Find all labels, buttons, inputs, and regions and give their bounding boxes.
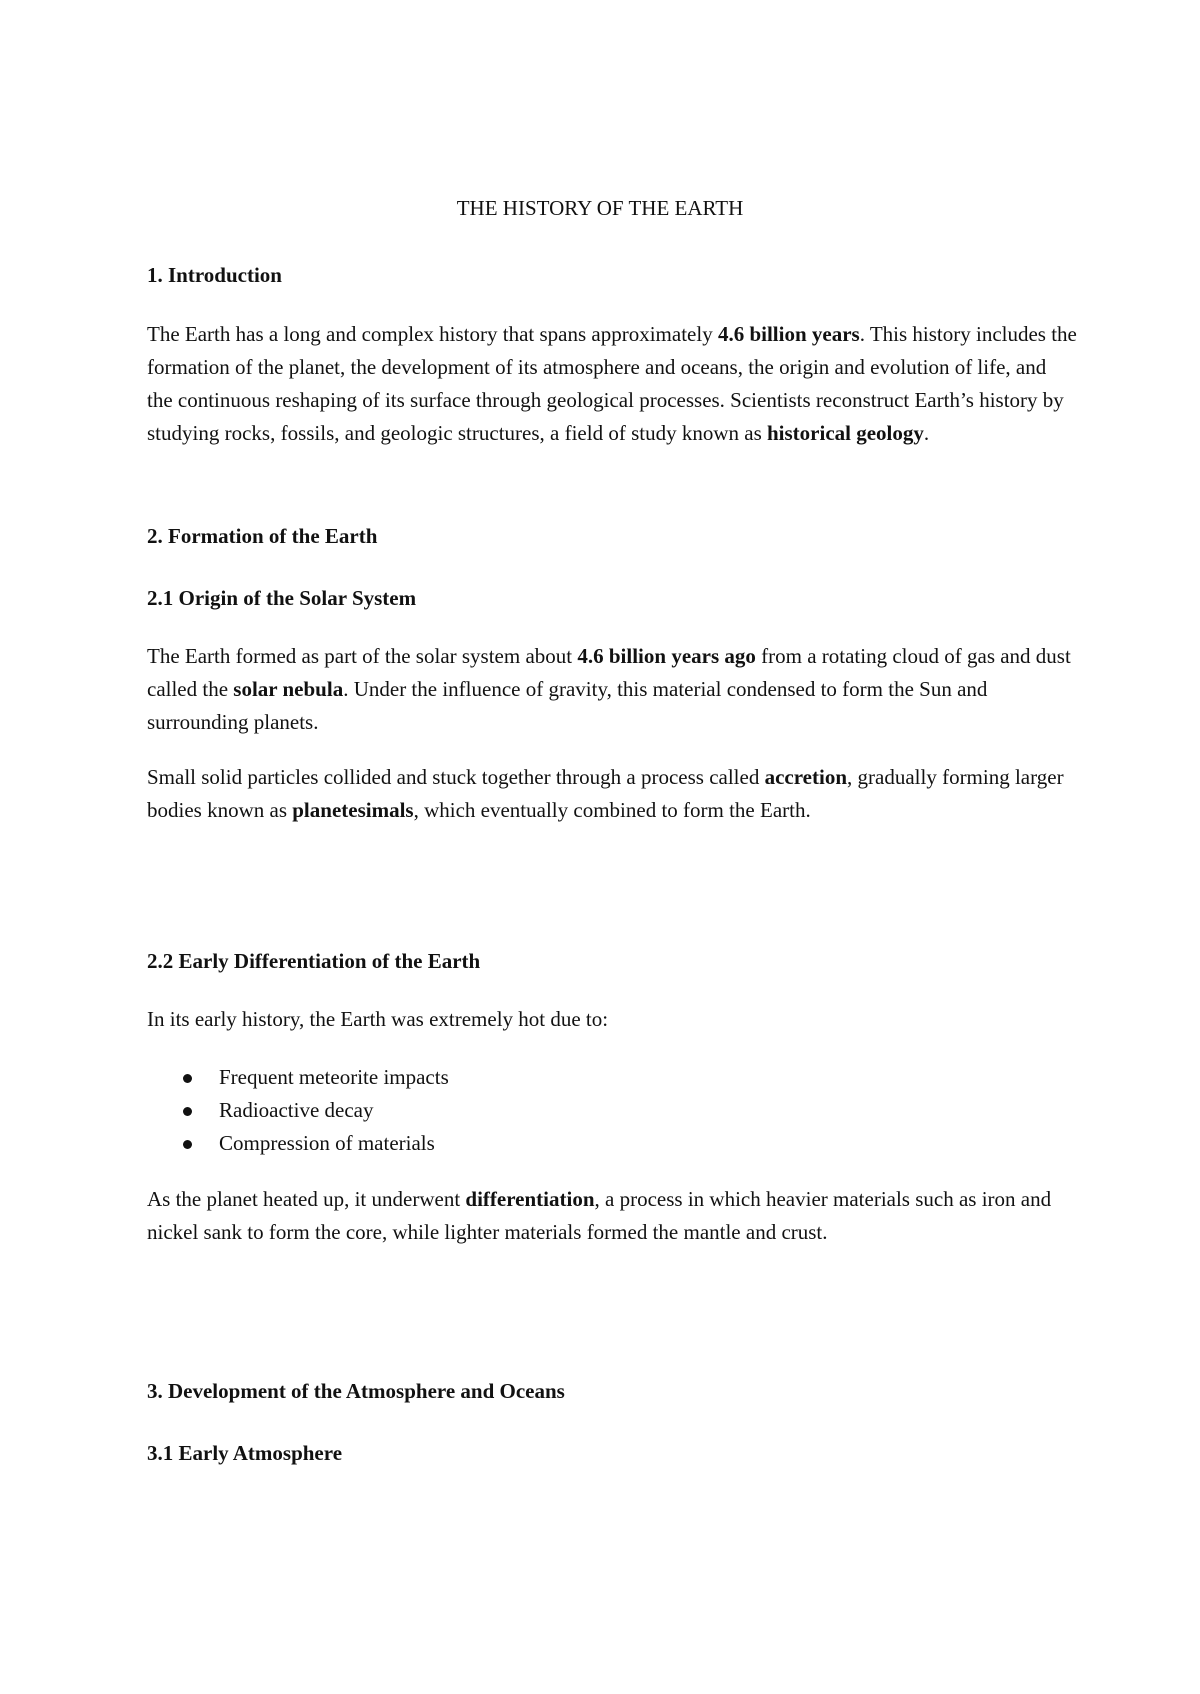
document-title: THE HISTORY OF THE EARTH	[456, 196, 744, 220]
text-run: from a rotating cloud of gas and dust called the	[147, 644, 1071, 701]
bold-term: 4.6 billion years ago	[577, 644, 756, 668]
bold-term: differentiation	[465, 1187, 595, 1211]
text-run: , which eventually combined to form the Earth.	[413, 798, 811, 822]
subsection-heading-solar-system: 2.1 Origin of the Solar System	[147, 586, 417, 610]
text-run: As the planet heated up, it underwent	[147, 1187, 466, 1211]
paragraph-early-heat-intro: In its early history, the Earth was extremely hot due to:	[147, 1007, 609, 1031]
paragraph-accretion	[147, 761, 1077, 827]
bold-term: planetesimals	[292, 798, 414, 822]
list-item	[147, 1094, 449, 1127]
text-run: . This history includes the formation of the planet, the development of its atmosphere and oceans, the origin and evolution of life, and the continuous reshaping of its surface through geological processes. Scientists reconstruct Earth’s history by studying rocks, fossils, and geologic structures, a field of study known as	[147, 322, 1077, 445]
bullet-icon	[183, 1074, 192, 1083]
text-run: The Earth has a long and complex history that spans approximately	[147, 322, 718, 346]
subsection-heading-differentiation: 2.2 Early Differentiation of the Earth	[147, 949, 481, 973]
text-run: Small solid particles collided and stuck together through a process called	[147, 765, 765, 789]
bullet-icon	[183, 1140, 192, 1149]
paragraph-differentiation	[147, 1183, 1077, 1249]
text-run: . Under the influence of gravity, this material condensed to form the Sun and surrounding planets.	[147, 677, 988, 734]
section-heading-atmosphere-oceans: 3. Development of the Atmosphere and Oceans	[147, 1379, 565, 1403]
bullet-icon	[183, 1107, 192, 1116]
list-item	[147, 1127, 449, 1160]
text-run: .	[923, 421, 930, 445]
paragraph-solar-system-origin	[147, 640, 1077, 739]
text-run: , gradually forming larger bodies known as	[147, 765, 1064, 822]
bold-term: historical geology	[767, 421, 924, 445]
text-run: , a process in which heavier materials such as iron and nickel sank to form the core, while lighter materials formed the mantle and crust.	[147, 1187, 1052, 1244]
text-run: The Earth formed as part of the solar system about	[147, 644, 578, 668]
bold-term: accretion	[764, 765, 848, 789]
list-item-text: Frequent meteorite impacts	[219, 1065, 449, 1089]
section-heading-formation: 2. Formation of the Earth	[147, 524, 378, 548]
list-item	[147, 1061, 449, 1094]
bold-term: solar nebula	[233, 677, 344, 701]
bold-term: 4.6 billion years	[717, 322, 860, 346]
paragraph-introduction	[147, 318, 1077, 450]
subsection-heading-early-atmosphere: 3.1 Early Atmosphere	[147, 1441, 343, 1465]
heat-causes-list	[147, 1061, 449, 1160]
list-item-text: Radioactive decay	[219, 1098, 374, 1122]
section-heading-introduction: 1. Introduction	[147, 263, 282, 287]
list-item-text: Compression of materials	[219, 1131, 435, 1155]
